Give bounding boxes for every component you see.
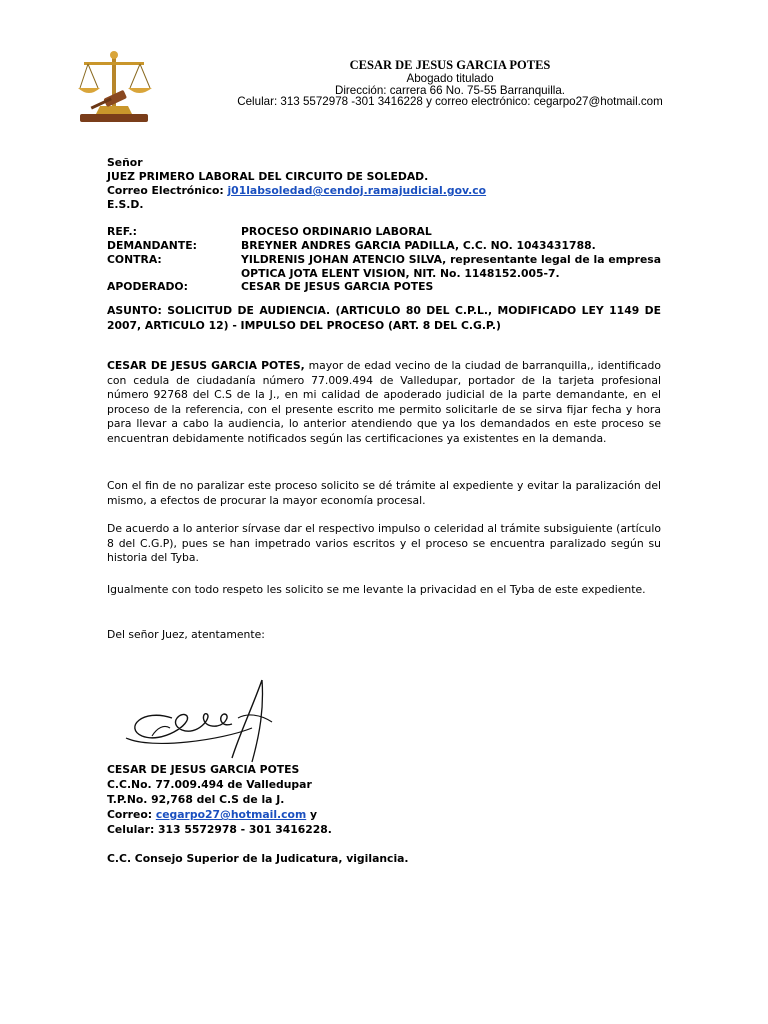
signer-email-line — [107, 808, 317, 823]
judge-email-label: Correo Electrónico: — [107, 184, 228, 197]
body-p1-name: CESAR DE JESUS GARCIA POTES, — [107, 359, 305, 372]
body-paragraph-1 — [107, 359, 661, 447]
signer-email-label: Correo: — [107, 808, 156, 821]
signer-phone: Celular: 313 5572978 - 301 3416228. — [107, 823, 332, 836]
body-p1-text: mayor de edad vecino de la ciudad de barranquilla,, identificado con cedula de ciudadanía número 77.009.494 de Valledupar, portador de la tarjeta profesional número 92768 del C.S de la J., en mi calidad de apoderado judicial de la parte demandante, en el proceso de la referencia, con el presente escrito me permito solicitarle de se sirva fijar fecha y hora para llevar a cabo la audiencia, lo anterior atendiendo que ya los demandados en este proceso se encuentran debidamente notificados según las certificaciones ya existentes en la demanda. — [107, 359, 662, 445]
judge-email-line — [107, 184, 486, 199]
letterhead-name: CESAR DE JESUS GARCIA POTES — [349, 58, 551, 72]
body-paragraph-3: De acuerdo a lo anterior sírvase dar el respectivo impulso o celeridad al trámite subsiguiente (artículo 8 del C.G.P), pues se han impetrado varios escritos y el proceso se encuentra paralizado según su historia del Tyba. — [107, 522, 661, 565]
judge-email-link[interactable]: j01labsoledad@cendoj.ramajudicial.gov.co — [227, 184, 487, 197]
salutation: Señor — [107, 156, 143, 169]
closing: Del señor Juez, atentamente: — [107, 628, 265, 641]
handwritten-signature — [112, 678, 282, 768]
subject: ASUNTO: SOLICITUD DE AUDIENCIA. (ARTICULO 80 DEL C.P.L., MODIFICADO LEY 1149 DE 2007, ARTICULO 12) - IMPULSO DEL PROCESO (ART. 8 DEL C.G.P.) — [107, 304, 661, 332]
signer-professional-card: T.P.No. 92,768 del C.S de la J. — [107, 793, 285, 806]
letterhead-address: Dirección: carrera 66 No. 75-55 Barranquilla. — [334, 84, 566, 97]
judge-name: JUEZ PRIMERO LABORAL DEL CIRCUITO DE SOLEDAD. — [107, 170, 429, 183]
signer-email-suffix: y — [306, 808, 318, 821]
ref-label: REF.: — [107, 225, 137, 238]
copy-to: C.C. Consejo Superior de la Judicatura, vigilancia. — [107, 852, 409, 865]
demandante-value: BREYNER ANDRES GARCIA PADILLA, C.C. NO. 1043431788. — [241, 239, 596, 252]
body-paragraph-2: Con el fin de no paralizar este proceso solicito se dé trámite al expediente y evitar la paralización del mismo, a efectos de procurar la mayor economía procesal. — [107, 479, 661, 507]
contra-label: CONTRA: — [107, 253, 162, 266]
letterhead-title: Abogado titulado — [406, 72, 494, 85]
esd: E.S.D. — [107, 198, 144, 211]
demandante-label: DEMANDANTE: — [107, 239, 197, 252]
scales-of-justice-logo — [74, 50, 154, 128]
signer-name: CESAR DE JESUS GARCIA POTES — [107, 763, 300, 776]
apoderado-value: CESAR DE JESUS GARCIA POTES — [241, 280, 434, 293]
letterhead-contact: Celular: 313 5572978 -301 3416228 y correo electrónico: cegarpo27@hotmail.com — [237, 95, 663, 108]
signer-email-link[interactable]: cegarpo27@hotmail.com — [155, 808, 307, 821]
ref-value: PROCESO ORDINARIO LABORAL — [241, 225, 432, 238]
contra-value: YILDRENIS JOHAN ATENCIO SILVA, representante legal de la empresa OPTICA JOTA ELENT VISION, NIT. No. 1148152.005-7. — [241, 253, 661, 280]
signer-id: C.C.No. 77.009.494 de Valledupar — [107, 778, 312, 791]
body-paragraph-4: Igualmente con todo respeto les solicito se me levante la privacidad en el Tyba de este expediente. — [107, 583, 646, 596]
apoderado-label: APODERADO: — [107, 280, 188, 293]
